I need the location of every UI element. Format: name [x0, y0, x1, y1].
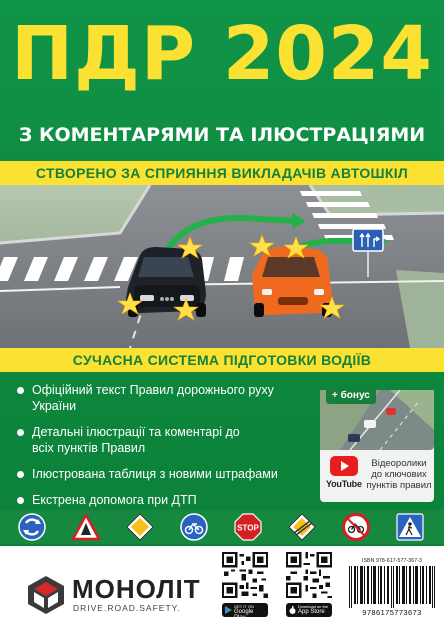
- publisher-name: МОНОЛІТ: [72, 574, 201, 604]
- grass-top-right: [310, 185, 444, 215]
- pedestrian-crossing-sign-icon: [396, 513, 424, 541]
- bonus-card: [320, 390, 434, 502]
- intersection-illustration: [0, 185, 444, 348]
- warning-sign-icon: [72, 513, 100, 541]
- youtube-play-icon: [330, 456, 358, 476]
- end-of-priority-road-sign-icon: [288, 513, 316, 541]
- cover-subtitle: З КОМЕНТАРЯМИ ТА ІЛЮСТРАЦІЯМИ: [18, 124, 426, 146]
- bullet-icon: [17, 387, 24, 394]
- feature-item: Ілюстрована таблиця з новими штрафами: [14, 466, 314, 482]
- publisher-slogan: DRIVE.ROAD.SAFETY.: [73, 603, 181, 613]
- roundabout-sign-icon: [18, 513, 46, 541]
- no-bicycles-sign-icon: [342, 513, 370, 541]
- feature-item: Детальні ілюстрації та коментарі до всіх пунктів Правил: [14, 424, 244, 456]
- orange-coupe: [252, 247, 332, 317]
- barcode-bars: [347, 566, 437, 608]
- stop-sign-label: STOP: [237, 523, 259, 533]
- monolit-logo-icon: [26, 574, 66, 616]
- qr-code-google-play[interactable]: [222, 552, 268, 598]
- priority-road-sign-icon: [126, 513, 154, 541]
- banner-top: СТВОРЕНО ЗА СПРИЯННЯ ВИКЛАДАЧІВ АВТОШКІЛ: [0, 161, 444, 185]
- feature-item: Екстрена допомога при ДТП: [14, 492, 314, 508]
- youtube-wordmark: YouTube: [326, 479, 362, 489]
- bicycle-path-sign-icon: [180, 513, 208, 541]
- ean-number: 9786175773673: [362, 608, 422, 617]
- feature-item: Офіційний текст Правил дорожнього руху України: [14, 382, 314, 414]
- banner-bottom: СУЧАСНА СИСТЕМА ПІДГОТОВКИ ВОДІЇВ: [0, 348, 444, 372]
- bullet-icon: [17, 429, 24, 436]
- apple-icon: [289, 606, 296, 614]
- bonus-caption: Відеоролики до ключових пунктів правил: [366, 458, 432, 491]
- google-play-badge[interactable]: GET IT ON Google Play: [222, 603, 268, 617]
- google-play-icon: [225, 606, 232, 614]
- stop-sign-icon: [234, 513, 262, 541]
- isbn-number: ISBN 978-617-577-367-3: [361, 558, 423, 564]
- bullet-icon: [17, 471, 24, 478]
- cover-title: ПДР 2024: [11, 11, 433, 97]
- road-signs-row: [0, 510, 444, 544]
- youtube-logo: [326, 456, 362, 489]
- bullet-icon: [17, 497, 24, 504]
- isbn-barcode: [345, 558, 439, 620]
- bonus-badge: + бонус: [326, 388, 376, 404]
- feature-list: [14, 382, 314, 518]
- app-store-badge[interactable]: Download on the App Store: [286, 603, 332, 617]
- qr-code-app-store[interactable]: [286, 552, 332, 598]
